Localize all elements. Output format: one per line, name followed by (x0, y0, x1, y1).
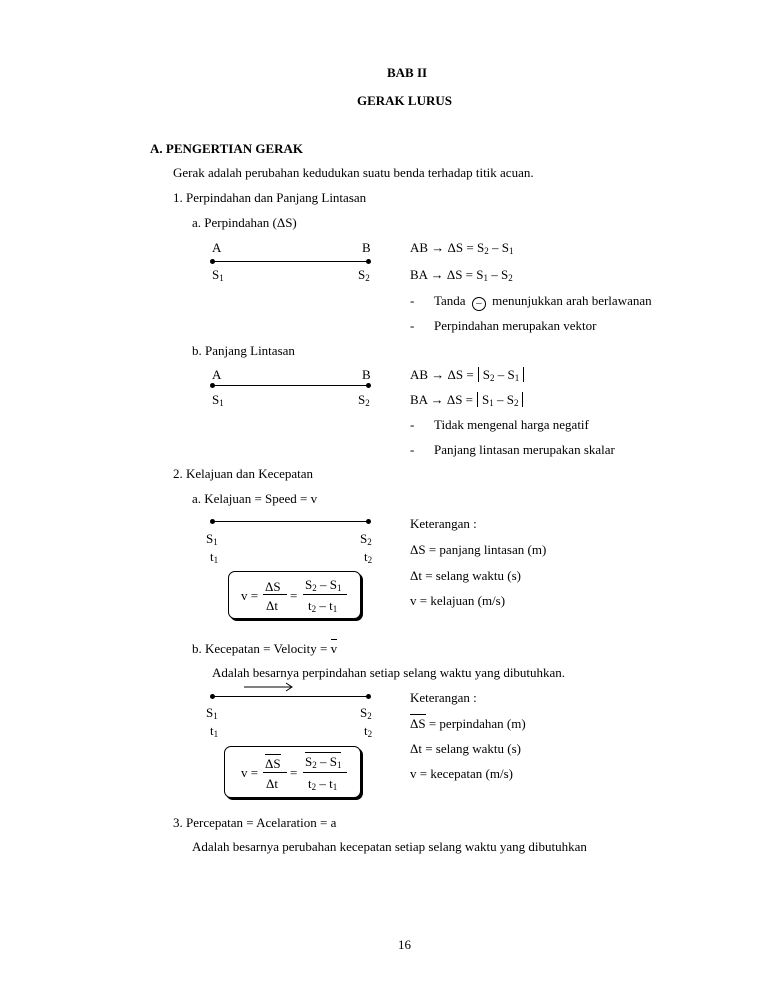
note-dash: - (410, 442, 415, 457)
item1-heading: 1. Perpindahan dan Panjang Lintasan (173, 190, 367, 205)
legend-title: Keterangan : (410, 516, 477, 531)
point-b-dot (366, 259, 371, 264)
item3-description: Adalah besarnya perubahan kecepatan setiap selang waktu yang dibutuhkan (192, 839, 587, 854)
point-a-dot (210, 259, 215, 264)
item2b-heading: b. Kecepatan = Velocity = v (192, 641, 338, 656)
point-a-label: A (212, 240, 222, 255)
path-line (213, 385, 368, 386)
legend-v: v = kecepatan (m/s) (410, 766, 513, 781)
fraction-bar (263, 772, 287, 773)
section-a-intro: Gerak adalah perubahan kedudukan suatu benda terhadap titik acuan. (173, 165, 534, 180)
fraction-bar (303, 594, 347, 595)
note-scalar: Panjang lintasan merupakan skalar (434, 442, 615, 457)
eq-ab-displacement: AB → $\Delta S = S_2 - S_1$ (410, 240, 514, 256)
item2b-description: Adalah besarnya perpindahan setiap selang waktu yang dibutuhkan. (212, 665, 566, 680)
s2-label: $S_2$ (360, 531, 372, 547)
start-dot (210, 694, 215, 699)
t2-label: $t_2$ (364, 723, 373, 739)
t1-label: $t_1$ (210, 549, 219, 565)
eq-ba-path: BA → $\Delta S = S_1 - S_2$ (410, 393, 523, 406)
note-dash: - (410, 417, 415, 432)
legend-ds: ΔS = panjang lintasan (m) (410, 542, 547, 557)
formula-ds: ΔS (265, 756, 281, 771)
item2a-heading: a. Kelajuan = Speed = v (192, 491, 318, 506)
formula-dt: Δt (266, 776, 278, 791)
formula-numerator: $S_2 - S_1$ (305, 577, 342, 593)
item1b-heading: b. Panjang Lintasan (192, 343, 295, 358)
start-dot (210, 519, 215, 524)
speed-formula-box (228, 571, 361, 619)
chapter-title: GERAK LURUS (357, 93, 452, 108)
s2-label: $S_2$ (360, 705, 372, 721)
formula-eq: = (290, 588, 298, 603)
formula-denominator: $t_2 - t_1$ (308, 598, 338, 614)
point-b-dot (366, 383, 371, 388)
displacement-line (213, 261, 368, 262)
velocity-formula-box (224, 746, 361, 798)
note-dash: - (410, 318, 415, 333)
formula-v: v = (241, 765, 259, 780)
legend-ds: ΔS = perpindahan (m) (410, 716, 526, 731)
speed-line (213, 521, 368, 522)
item3-heading: 3. Percepatan = Acelaration = a (173, 815, 337, 830)
note-dash: - (410, 293, 415, 308)
point-a-dot (210, 383, 215, 388)
section-a-heading: A. PENGERTIAN GERAK (150, 141, 304, 156)
point-b-label: B (362, 240, 371, 255)
fraction-bar (303, 772, 347, 773)
end-dot (366, 519, 371, 524)
item1a-heading: a. Perpindahan (ΔS) (192, 215, 297, 230)
legend-title: Keterangan : (410, 690, 477, 705)
legend-v: v = kelajuan (m/s) (410, 593, 506, 608)
circled-minus-icon: – (472, 297, 486, 311)
formula-v: v = (241, 588, 259, 603)
item2-heading: 2. Kelajuan dan Kecepatan (173, 466, 314, 481)
s1-label: $S_1$ (212, 267, 224, 283)
s2-label: $S_2$ (358, 392, 370, 408)
velocity-line (213, 696, 368, 697)
t1-label: $t_1$ (210, 723, 219, 739)
formula-eq: = (290, 765, 298, 780)
eq-ab-path: AB → $\Delta S = S_2 - S_1$ (410, 368, 524, 381)
legend-dt: Δt = selang waktu (s) (410, 568, 522, 583)
note-no-negative: Tidak mengenal harga negatif (434, 417, 589, 432)
formula-denominator: $t_2 - t_1$ (308, 776, 338, 792)
s1-label: $S_1$ (212, 392, 224, 408)
fraction-bar (263, 594, 287, 595)
chapter-label: BAB II (387, 65, 428, 80)
legend-dt: Δt = selang waktu (s) (410, 741, 522, 756)
eq-ba-displacement: BA → $\Delta S = S_1 - S_2$ (410, 267, 513, 283)
page-number: 16 (398, 937, 411, 952)
formula-dt: Δt (266, 598, 278, 613)
end-dot (366, 694, 371, 699)
s2-label: $S_2$ (358, 267, 370, 283)
t2-label: $t_2$ (364, 549, 373, 565)
formula-ds: ΔS (265, 579, 281, 594)
formula-numerator: $S_2 - S_1$ (305, 754, 342, 770)
note-negative-sign: Tanda – menunjukkan arah berlawanan (434, 293, 652, 309)
point-b-label: B (362, 367, 371, 382)
note-vector: Perpindahan merupakan vektor (434, 318, 597, 333)
velocity-arrow-icon (244, 683, 294, 691)
s1-label: $S_1$ (206, 705, 218, 721)
point-a-label: A (212, 367, 222, 382)
s1-label: $S_1$ (206, 531, 218, 547)
